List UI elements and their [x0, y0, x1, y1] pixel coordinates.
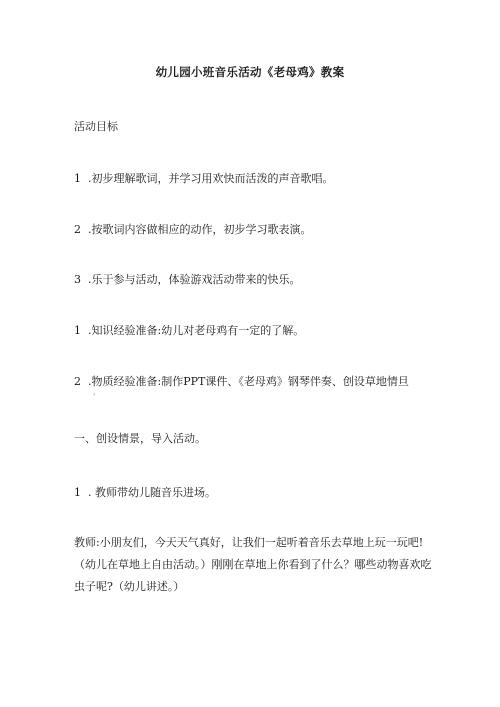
step-one-heading: 一、创设情景，导入活动。	[74, 432, 206, 445]
goal-number: 2	[74, 223, 81, 236]
goal-text: .初步理解歌词，并学习用欢快而活泼的声音歌唱。	[88, 172, 334, 185]
document-title: 幼儿园小班音乐活动《老母鸡》教案	[155, 65, 345, 79]
goal-item	[74, 271, 301, 287]
step-item	[74, 484, 216, 500]
prep-number: 2	[74, 375, 81, 388]
prep-text: .知识经验准备:幼儿对老母鸡有一定的了解。	[88, 324, 305, 337]
prep-number: 1	[74, 324, 81, 337]
teacher-paragraph: 教师:小朋友们，今天天气真好，让我们一起听着音乐去草地上玩一玩吧!（幼儿在草地上自由活动。）刚刚在草地上你看到了什么？哪些动物喜欢吃虫子呢?（幼儿讲述。）	[74, 536, 432, 593]
goal-number: 3	[74, 273, 81, 286]
step-text: . 教师带幼儿随音乐进场。	[88, 486, 216, 499]
prep-item	[74, 373, 409, 389]
section-heading-goals: 活动目标	[74, 120, 118, 133]
goal-number: 1	[74, 172, 81, 185]
goal-item	[74, 170, 334, 186]
goal-text: .乐于参与活动，体验游戏活动带来的快乐。	[88, 273, 301, 286]
prep-text: .物质经验准备:制作PPT课件、《老母鸡》钢琴伴奏、创设草地情旦	[88, 375, 409, 388]
prep-item	[74, 322, 304, 338]
goal-item	[74, 221, 312, 237]
goal-text: .按歌词内容做相应的动作，初步学习歌表演。	[88, 223, 312, 236]
prep-mark: ，	[93, 388, 100, 396]
step-number: 1	[74, 486, 81, 499]
